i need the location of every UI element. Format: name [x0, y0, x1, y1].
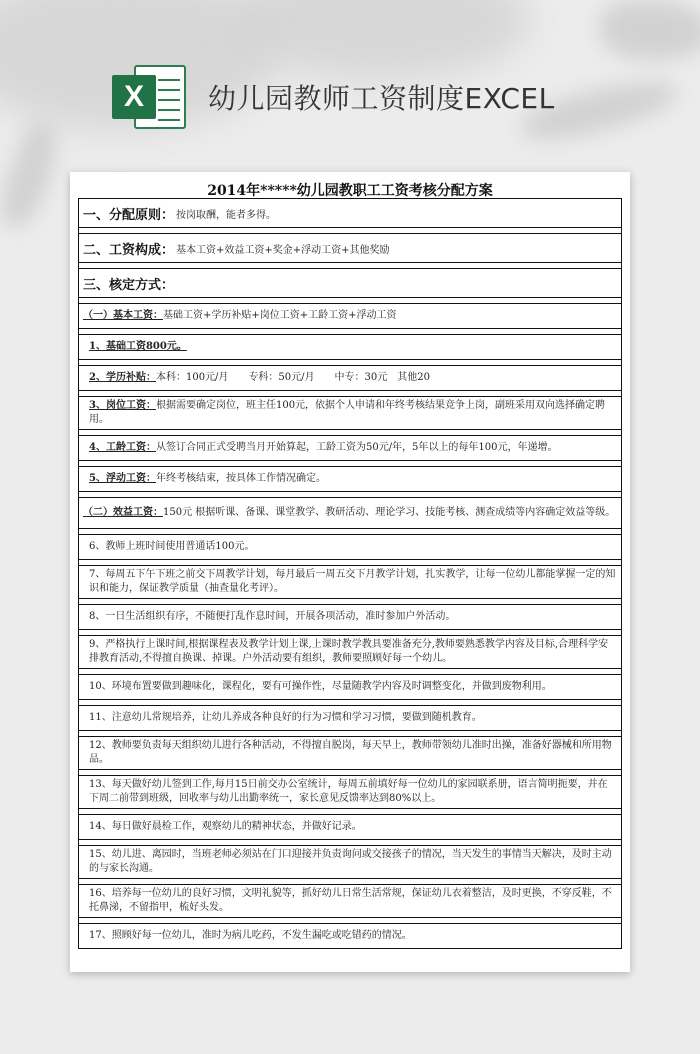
section-row: 三、核定方式：: [78, 268, 622, 298]
rule-row: 8、一日生活组织有序，不随便打乱作息时间，开展各项活动，准时参加户外活动。: [78, 604, 622, 630]
rule-row: 15、幼儿进、离园时，当班老师必须站在门口迎接并负责询问或交接孩子的情况，当天发生的事情当天解决，及时主动的与家长沟通。: [78, 845, 622, 879]
table-row: 3、岗位工资：根据需要确定岗位，班主任100元，依据个人申请和年终考核结果竞争上岗，副班采用双向选择确定聘用。: [78, 396, 622, 430]
rule-row: 17、照顾好每一位幼儿，准时为病儿吃药，不发生漏吃或吃错药的情况。: [78, 923, 622, 949]
header: [0, 55, 700, 145]
excel-badge: X: [112, 75, 156, 119]
section-row: 一、分配原则： 按岗取酬，能者多得。: [78, 198, 622, 228]
rule-row: 10、环境布置要做到趣味化，课程化，要有可操作性，尽量随教学内容及时调整变化，并做到废物利用。: [78, 674, 622, 700]
excel-icon: [112, 61, 188, 133]
rule-row: 11、注意幼儿常规培养，让幼儿养成各种良好的行为习惯和学习习惯，要做到随机教育。: [78, 705, 622, 731]
background-leaf-shadow: [600, 0, 700, 60]
spreadsheet-document: [70, 172, 630, 972]
plan-table: [78, 198, 622, 949]
rule-row: 12、教师要负责每天组织幼儿进行各种活动，不得擅自脱岗，每天早上，教师带领幼儿准时出操，准备好器械和所用物品。: [78, 736, 622, 770]
section-row: 二、工资构成： 基本工资+效益工资+奖金+浮动工资+其他奖励: [78, 233, 622, 263]
rule-row: 14、每日做好晨检工作，观察幼儿的精神状态，并做好记录。: [78, 814, 622, 840]
page-title: 幼儿园教师工资制度EXCEL: [208, 82, 555, 115]
rule-row: 7、每周五下午下班之前交下周教学计划，每月最后一周五交下月教学计划，扎实教学，让每一位幼儿都能掌握一定的知识和能力，保证教学质量（抽查量化考评）。: [78, 565, 622, 599]
rule-row: 6、教师上班时间使用普通话100元。: [78, 534, 622, 560]
table-row: 1、基础工资800元。: [78, 334, 622, 360]
table-row: 2、学历补贴：本科：100元/月 专科：50元/月 中专：30元 其他20: [78, 365, 622, 391]
rule-row: 16、培养每一位幼儿的良好习惯，文明礼貌等，抓好幼儿日常生活常规，保证幼儿衣着整洁，及时更换，不穿反鞋，不托鼻涕，不留指甲，梳好头发。: [78, 884, 622, 918]
table-row: 5、浮动工资：年终考核结束，按具体工作情况确定。: [78, 466, 622, 492]
rule-row: 13、每天做好幼儿签到工作,每月15日前交办公室统计，每周五前填好每一位幼儿的家园联系册，语言简明扼要，并在下周二前带到班级，回收率与幼儿出勤率统一，家长意见反馈率达到80%以上。: [78, 775, 622, 809]
rule-row: 9、严格执行上课时间,根据课程表及教学计划上课,上课时教学教具要准备充分,教师要熟悉教学内容及目标,合理科学安排教育活动,不得擅自换课、掉课。户外活动要有组织，教师要照顾好每一个幼儿。: [78, 635, 622, 669]
table-row: （二）效益工资：150元 根据听课、备课、课堂教学、教研活动、理论学习、技能考核、测查成绩等内容确定效益等级。: [78, 497, 622, 529]
table-row: 4、工龄工资：从签订合同正式受聘当月开始算起，工龄工资为50元/年，5年以上的每年100元，年递增。: [78, 435, 622, 461]
document-title: 2014年*****幼儿园教职工工资考核分配方案: [207, 183, 493, 199]
table-row: （一）基本工资：基础工资+学历补贴+岗位工资+工龄工资+浮动工资: [78, 303, 622, 329]
